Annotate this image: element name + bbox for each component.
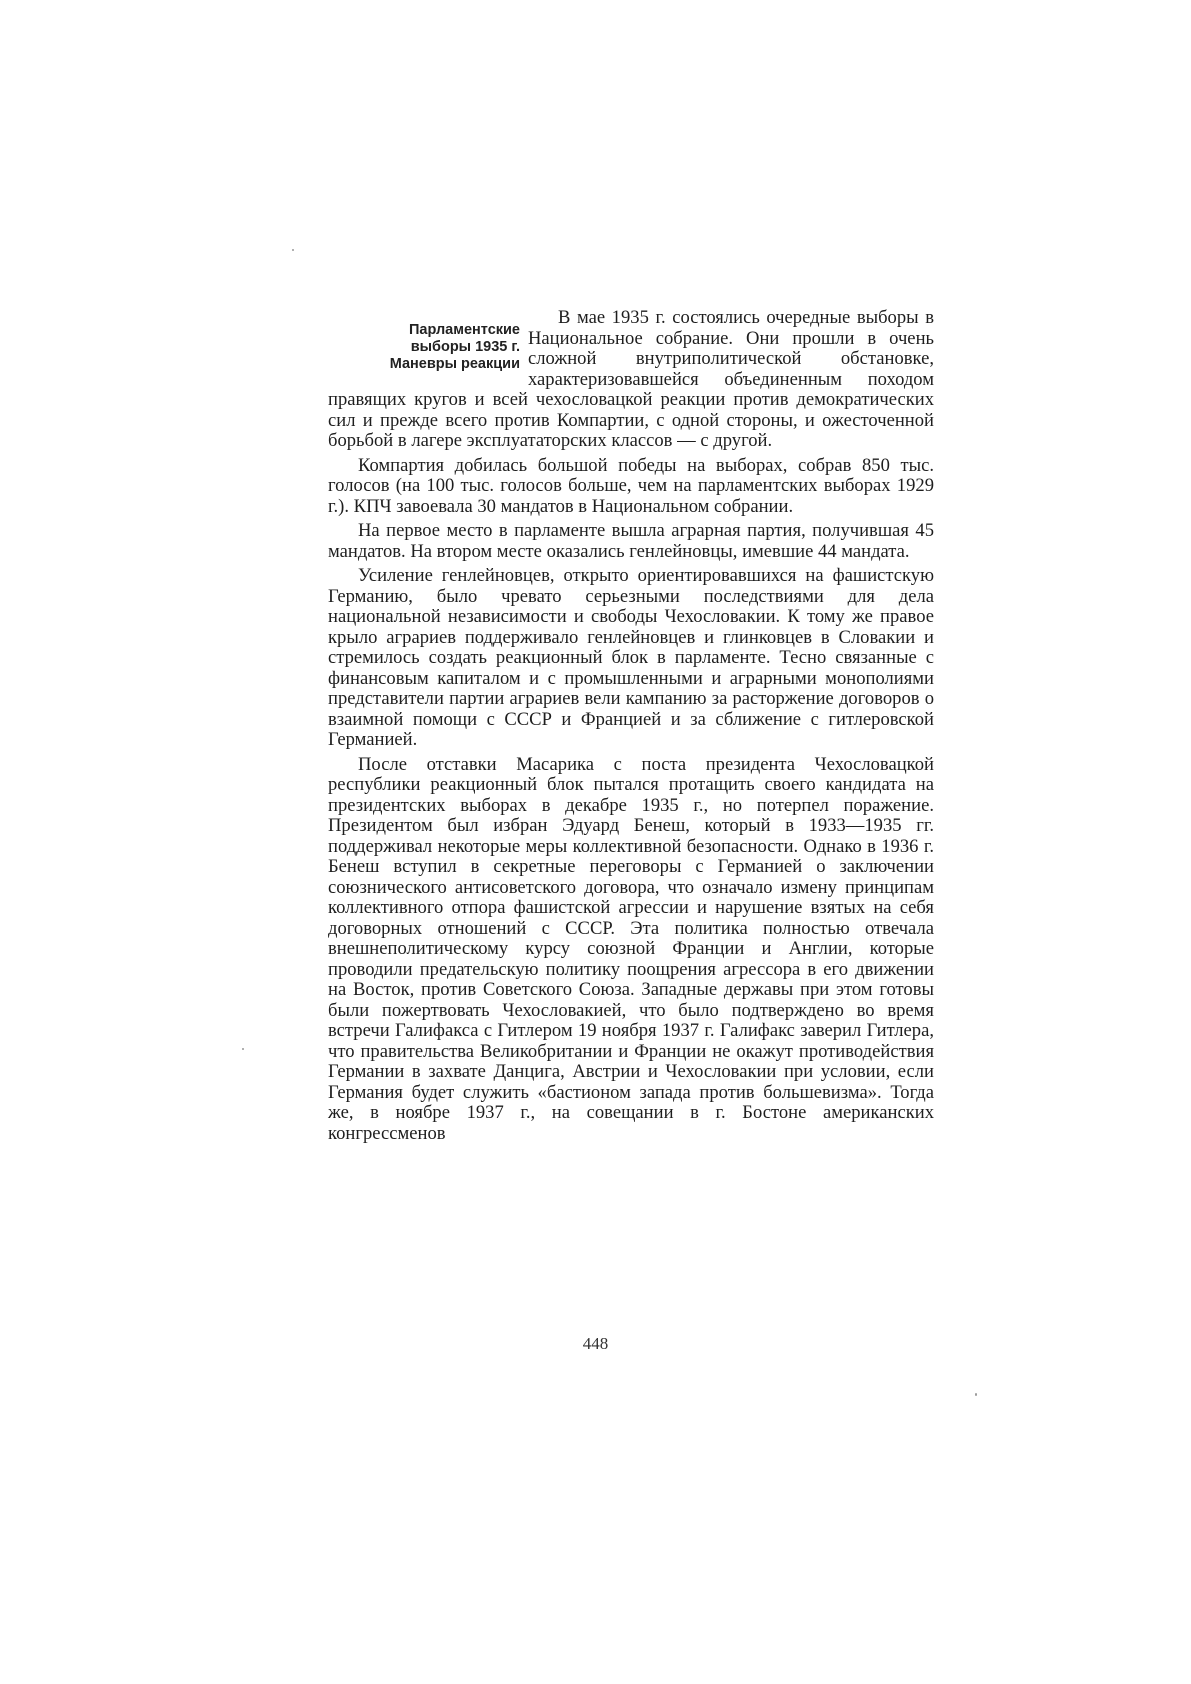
paragraph-4: Усиление генлейновцев, открыто ориентировавшихся на фашистскую Германию, было чревато серьезными последствиями для дела национальной независимости и свободы Чехословакии. К тому же правое крыло аграриев поддерживало генлейновцев и глинковцев в Словакии и стремилось создать реакционный блок в парламенте. Тесно связанные с финансовым капиталом и с промышленными и аграрными монополиями представители партии аграриев вели кампанию за расторжение договоров о взаимной помощи с СССР и Францией и за сближение с гитлеровской Германией. xyxy=(328,565,934,750)
scan-speck xyxy=(975,1393,977,1396)
scan-speck xyxy=(292,249,294,251)
page-number: 448 xyxy=(582,1334,609,1353)
heading-gap xyxy=(328,308,528,390)
body-text xyxy=(328,308,934,1144)
paragraph-3: На первое место в парламенте вышла аграрная партия, получившая 45 мандатов. На втором месте оказались генлейновцы, имевшие 44 мандата. xyxy=(328,520,934,562)
marginal-heading-line-3: Маневры реакции xyxy=(389,356,520,372)
paragraph-1: В мае 1935 г. состоялись очередные выборы в Национальное собрание. Они прошли в очень сложной внутриполитической обстановке, характеризовавшейся объединенным походом правящих кругов и всей чехословацкой реакции против демократических сил и прежде всего против Компартии, с одной стороны, и ожесточенной борьбой в лагере эксплуататорских классов — с другой. xyxy=(328,307,934,451)
marginal-heading-line-1: Парламентские xyxy=(408,322,520,338)
paragraph-2: Компартия добилась большой победы на выборах, собрав 850 тыс. голосов (на 100 тыс. голосов больше, чем на парламентских выборах 1929 г.). КПЧ завоевала 30 мандатов в Национальном собрании. xyxy=(328,454,934,517)
marginal-heading-line-2: выборы 1935 г. xyxy=(410,339,520,355)
paragraph-5: После отставки Масарика с поста президента Чехословацкой республики реакционный блок пытался протащить своего кандидата на президентских выборах в декабре 1935 г., но потерпел поражение. Президентом был избран Эдуард Бенеш, который в 1933—1935 гг. поддерживал некоторые меры коллективной безопасности. Однако в 1936 г. Бенеш вступил в секретные переговоры с Германией о заключении союзнического антисоветского договора, что означало измену принципам коллективного отпора фашистской агрессии и нарушение взятых на себя договорных отношений с СССР. Эта политика полностью отвечала внешнеполитическому курсу союзной Франции и Англии, которые проводили предательскую политику поощрения агрессора в его движении на Восток, против Советского Союза. Западные державы при этом готовы были пожертвовать Чехословакией, что было подтверждено во время встречи Галифакса с Гитлером 19 ноября 1937 г. Галифакс заверил Гитлера, что правительства Великобритании и Франции не окажут противодействия Германии в захвате Данцига, Австрии и Чехословакии при условии, если Германия будет служить «бастионом запада против большевизма». Тогда же, в ноябре 1937 г., на совещании в г. Бостоне американских конгрессменов xyxy=(328,753,934,1144)
scan-speck xyxy=(242,1048,244,1050)
